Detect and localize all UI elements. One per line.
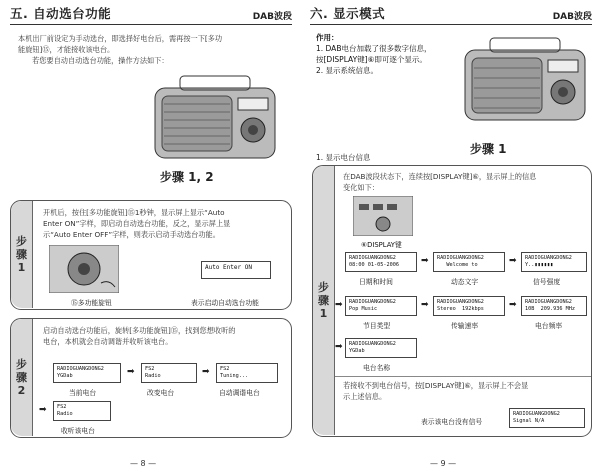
arrow-right-icon: ➡	[509, 256, 517, 266]
display-key-illustration	[353, 196, 413, 240]
step-line: 在DAB波段状态下，连续按[DISPLAY键]⑥，显示屏上的信息	[343, 172, 537, 181]
display-key-caption: ⑥DISPLAY键	[361, 241, 402, 249]
caption-signal: 信号强度	[533, 278, 561, 286]
lcd-change-station: FS2 Radio	[141, 363, 197, 383]
page-number: — 8 —	[130, 459, 157, 468]
knob-illustration	[49, 245, 119, 297]
arrow-right-icon: ➡	[202, 367, 210, 377]
band-label: DAB波段	[552, 12, 592, 22]
subsection-title: 1. 显示电台信息	[316, 153, 371, 162]
no-signal-note	[343, 380, 588, 402]
tab-char: 2	[17, 384, 26, 397]
step1-panel	[312, 165, 592, 437]
step-line: 启动自动选台功能后，旋转[多功能旋钮]⑮，找到您想收听的	[43, 326, 236, 335]
lcd-frequency: RADIOGUANGDONG2 10B 209.936 MHz	[521, 296, 587, 316]
intro-text	[18, 33, 288, 66]
caption-dynamic-text: 动态文字	[451, 278, 479, 286]
tab-char: 1	[319, 307, 328, 320]
lcd-listen-station: FS2 Radio	[53, 401, 111, 421]
lcd-signal-strength: RADIOGUANGDONG2 Y..▮▮▮▮▮▮	[521, 252, 587, 272]
arrow-right-icon: ➡	[127, 367, 135, 377]
lcd-auto-enter: Auto Enter ON	[201, 261, 271, 279]
usage-line: 按[DISPLAY键]⑥即可逐个显示。	[316, 55, 427, 64]
caption-station-name: 电台名称	[363, 364, 391, 372]
caption-tuning: 自动调谐电台	[219, 389, 260, 397]
section-title: 六. 显示模式	[310, 6, 386, 21]
step1-text	[43, 207, 288, 240]
step-label: 步骤 1, 2	[160, 170, 214, 184]
intro-line: 本机出厂前设定为手动选台，即选择好电台后，需再按一下[多功	[18, 34, 223, 43]
note-line: 示上述信息。	[343, 392, 387, 401]
arrow-right-icon: ➡	[39, 405, 47, 415]
arrow-right-icon: ➡	[335, 342, 343, 352]
step2-text	[43, 325, 288, 347]
tab-char: 步	[16, 358, 27, 371]
caption-no-signal: 表示该电台没有信号	[421, 418, 483, 426]
tab-char: 步	[318, 281, 329, 294]
caption-date-time: 日期和时间	[359, 278, 393, 286]
usage-title: 作用：	[316, 33, 339, 42]
arrow-right-icon: ➡	[509, 300, 517, 310]
step2-panel	[10, 318, 292, 438]
caption-frequency: 电台频率	[535, 322, 563, 330]
step-line: 变化如下：	[343, 183, 379, 192]
caption-bitrate: 传输速率	[451, 322, 479, 330]
tab-char: 骤	[16, 248, 27, 261]
step1-tab	[11, 201, 33, 308]
usage-line: 2. 显示系统信息。	[316, 66, 379, 75]
section-header	[310, 5, 592, 25]
divider	[335, 376, 591, 377]
arrow-right-icon: ➡	[421, 300, 429, 310]
step2-tab	[11, 319, 33, 436]
section-title: 五. 自动选台功能	[10, 6, 112, 21]
usage-line: 1. DAB电台加载了很多数字信息，	[316, 44, 432, 53]
lcd-caption: 表示启动自动选台功能	[191, 299, 259, 307]
lcd-tuning: FS2 Tuning...	[216, 363, 278, 383]
note-line: 若接收不到电台信号，按[DISPLAY键]⑥，显示屏上不会显	[343, 381, 529, 390]
tab-char: 骤	[16, 371, 27, 384]
right-page	[300, 0, 600, 474]
page-number: — 9 —	[430, 459, 457, 468]
step-text	[343, 171, 588, 193]
step-line: Enter ON”字样，即启动自动选台功能，反之，显示屏上显	[43, 219, 231, 228]
intro-line: 能旋钮]⑮，才能接收该电台。	[18, 45, 115, 54]
step-line: 电台，本机就会自动调谐并收听该电台。	[43, 337, 173, 346]
tab-char: 步	[16, 235, 27, 248]
step-line: 开机后，按住[多功能旋钮]⑮1秒钟，显示屏上显示“Auto	[43, 208, 225, 217]
tab-char: 1	[17, 261, 26, 274]
lcd-bitrate: RADIOGUANGDONG2 Stereo 192kbps	[433, 296, 505, 316]
arrow-right-icon: ➡	[335, 300, 343, 310]
section-header	[10, 5, 292, 25]
lcd-current-station: RADIOGUANGDONG2 YGDab	[53, 363, 121, 383]
step-label: 步骤 1	[470, 142, 507, 156]
lcd-dynamic-text: RADIOGUANGDONG2 Welcome to	[433, 252, 505, 272]
step-line: 示“Auto Enter OFF”字样，则表示启动手动选台功能。	[43, 230, 220, 239]
caption-program-type: 节目类型	[363, 322, 391, 330]
radio-illustration	[460, 30, 590, 130]
tab-char: 骤	[318, 294, 329, 307]
caption-change: 改变电台	[147, 389, 175, 397]
step1-tab	[313, 166, 335, 435]
lcd-date-time: RADIOGUANGDONG2 08:00 01-05-2006	[345, 252, 417, 272]
arrow-right-icon: ➡	[421, 256, 429, 266]
knob-caption: ⑮多功能旋钮	[71, 299, 112, 307]
caption-listen: 收听该电台	[61, 427, 95, 435]
band-label: DAB波段	[252, 12, 292, 22]
intro-line: 若您要自动自动选台功能，操作方法如下：	[32, 56, 169, 65]
caption-current: 当前电台	[69, 389, 97, 397]
usage-block	[316, 32, 466, 76]
lcd-station-name: RADIOGUANGDONG2 YGDab	[345, 338, 417, 358]
radio-illustration	[150, 68, 280, 168]
lcd-program-type: RADIOGUANGDONG2 Pop Music	[345, 296, 417, 316]
lcd-no-signal: RADIOGUANGDONG2 Signal N/A	[509, 408, 585, 428]
step1-panel	[10, 200, 292, 310]
